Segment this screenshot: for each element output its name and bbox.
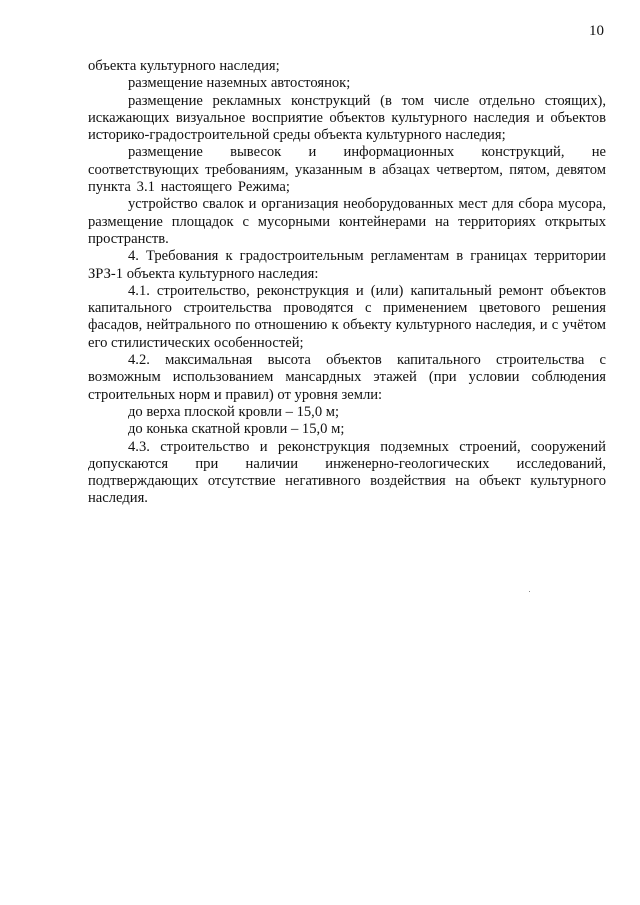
paragraph-continuation: объекта культурного наследия; bbox=[88, 58, 280, 74]
paragraph-advertising: размещение рекламных конструкций (в том числе отдельно стоящих), искажающих визуальное восприятие объектов культурного наследия и объектов историко-градостроительной среды объекта культурного наследия; bbox=[88, 92, 606, 144]
paragraph-parking: размещение наземных автостоянок; bbox=[128, 75, 351, 92]
section-heading-4: 4. Требования к градостроительным регламентам в границах территории ЗРЗ-1 объекта культурного наследия: bbox=[88, 248, 606, 282]
paragraph-flat-roof: до верха плоской кровли – 15,0 м; bbox=[128, 403, 340, 420]
paragraph-4-2: 4.2. максимальная высота объектов капитального строительства с возможным использованием мансардных этажей (при условии соблюдения строительных норм и правил) от уровня земли: bbox=[88, 352, 606, 403]
paragraph-signage: размещение вывесок и информационных конструкций, не соответствующих требованиям, указанным в абзацах четвертом, пятом, девятом пункта 3.1 настоящего Режима; bbox=[88, 144, 606, 196]
page-number: 10 bbox=[589, 23, 604, 39]
paragraph-4-3: 4.3. строительство и реконструкция подземных строений, сооружений допускаются при наличии инженерно-геологических исследований, подтверждающих отсутствие негативного воздействия на объект культурного наследия. bbox=[88, 438, 606, 507]
document-body bbox=[88, 58, 606, 508]
paragraph-4-1: 4.1. строительство, реконструкция и (или) капитальный ремонт объектов капитального строительства проводятся с применением цветового решения фасадов, нейтрального по отношению к объекту культурного наследия, и с учётом его стилистических особенностей; bbox=[88, 282, 606, 351]
scan-speck bbox=[529, 591, 530, 592]
paragraph-dumps: устройство свалок и организация необорудованных мест для сбора мусора, размещение площадок с мусорными контейнерами на территориях открытых пространств. bbox=[88, 196, 606, 247]
paragraph-pitched-roof: до конька скатной кровли – 15,0 м; bbox=[128, 421, 345, 438]
